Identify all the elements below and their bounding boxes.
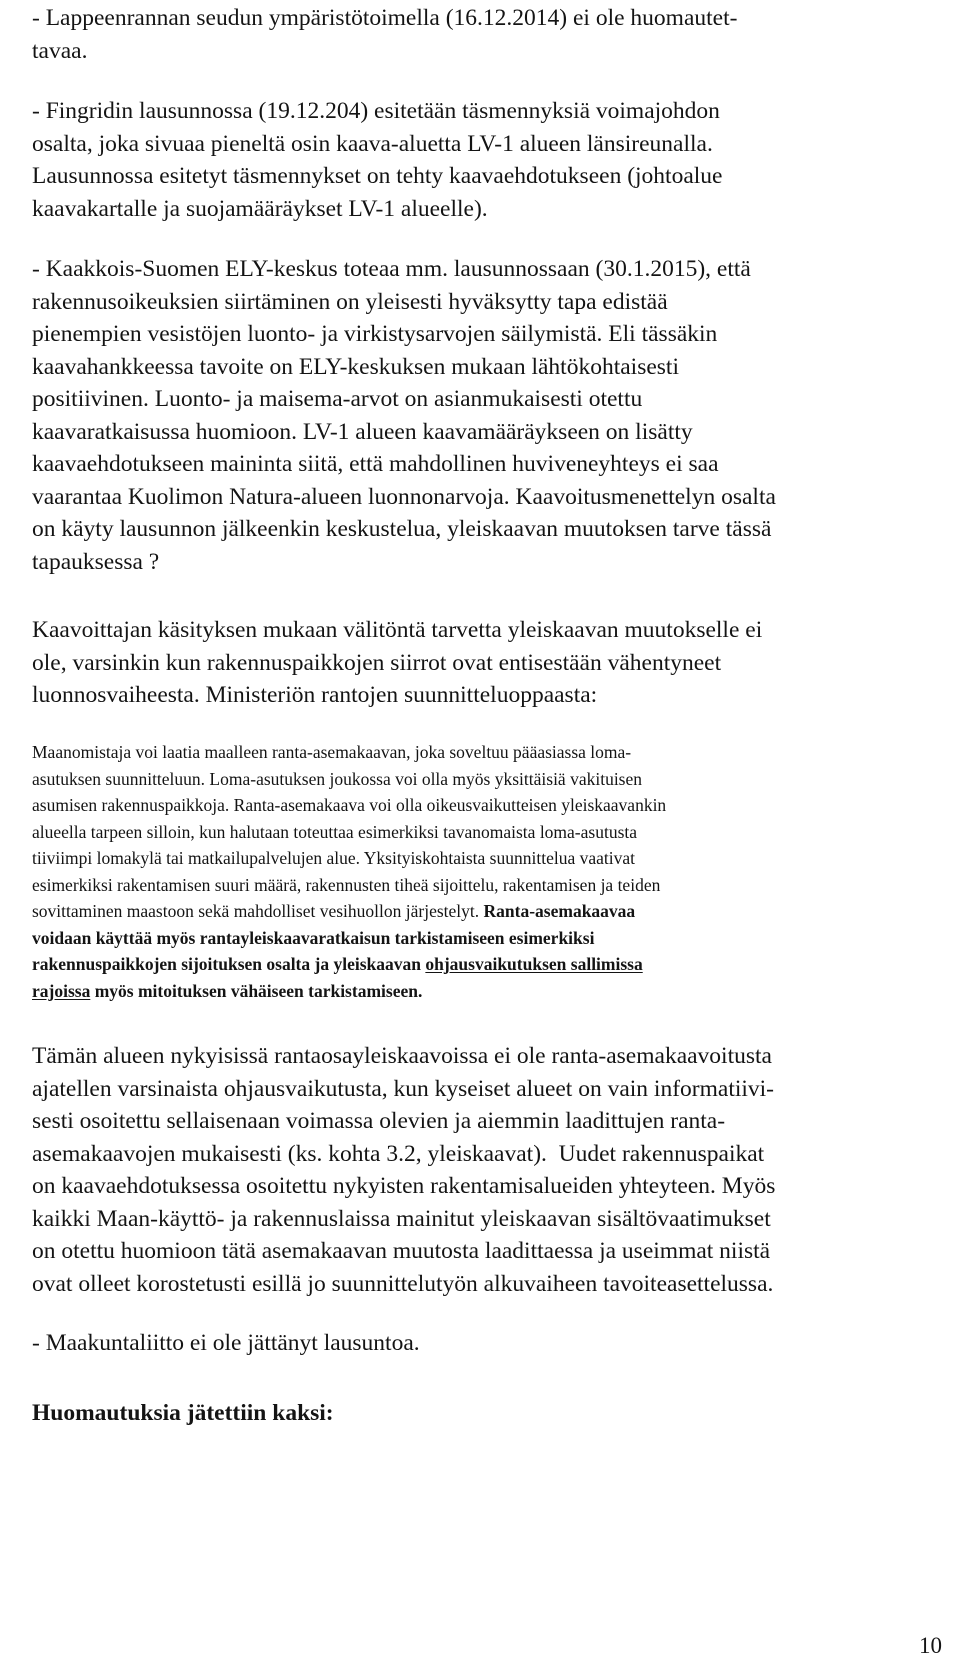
quote-line: asutuksen suunnitteluun. Loma-asutuksen joukossa voi olla myös yksittäisiä vakituisen [32, 768, 643, 789]
text-line: Lausunnossa esitetyt täsmennykset on tehty kaavaehdotukseen (johtoalue [32, 163, 723, 189]
text-line: luonnosvaiheesta. Ministeriön rantojen suunnitteluoppaasta: [32, 682, 598, 708]
quote-line [32, 978, 666, 1005]
text-line: positiivinen. Luonto- ja maisema-arvot on asianmukaisesti otettu [32, 386, 643, 412]
text-line: kaavaehdotukseen maininta siitä, että mahdollinen huviveneyhteys ei saa [32, 451, 719, 477]
text-line: kaavahankkeessa tavoite on ELY-keskuksen mukaan lähtökohtaisesti [32, 353, 679, 380]
quote-bold-text: rakennuspaikkojen sijoituksen osalta ja yleiskaavan [32, 954, 426, 974]
heading-text: Huomautuksia jätettiin kaksi: [32, 1400, 334, 1426]
section-heading [32, 1397, 334, 1430]
text-line: tavaa. [32, 37, 88, 64]
text-line: asemakaavojen mukaisesti (ks. kohta 3.2, yleiskaavat). Uudet rakennuspaikat [32, 1140, 765, 1167]
quote-line: alueella tarpeen silloin, kun halutaan toteuttaa esimerkiksi tavanomaista loma-asutusta [32, 821, 638, 842]
text-line: sesti osoitettu sellaisenaan voimassa olevien ja aiemmin laadittujen ranta- [32, 1108, 726, 1134]
text-line: - Maakuntaliitto ei ole jättänyt lausuntoa. [32, 1330, 420, 1356]
quote-bold-line: voidaan käyttää myös rantayleiskaavaratkaisun tarkistamiseen esimerkiksi [32, 927, 595, 948]
text-line: Tämän alueen nykyisissä rantaosayleiskaavoissa ei ole ranta-asemakaavoitusta [32, 1043, 772, 1069]
text-line: - Lappeenrannan seudun ympäristötoimella (16.12.2014) ei ole huomautet- [32, 5, 738, 31]
paragraph-fingrid [32, 95, 722, 225]
text-line: on kaavaehdotuksessa osoitettu nykyisten rakentamisalueiden yhteyteen. Myös [32, 1173, 776, 1199]
quote-line: Maanomistaja voi laatia maalleen ranta-asemakaavan, joka soveltuu pääasiassa loma- [32, 742, 632, 762]
paragraph-maakuntaliitto [32, 1327, 420, 1360]
paragraph-kaavoittaja [32, 614, 762, 712]
quote-underlined-text: rajoissa [32, 980, 91, 1001]
text-line: on käyty lausunnon jälkeenkin keskustelua, yleiskaavan muutoksen tarve tässä [32, 516, 772, 542]
text-line: pienempien vesistöjen luonto- ja virkistysarvojen säilymistä. Eli tässäkin [32, 321, 718, 347]
text-line: vaarantaa Kuolimon Natura-alueen luonnonarvoja. Kaavoitusmenettelyn osalta [32, 483, 776, 510]
quote-bold-text: myös mitoituksen vähäiseen tarkistamiseen. [90, 980, 423, 1001]
text-line: osalta, joka sivuaa pieneltä osin kaava-aluetta LV-1 alueen länsireunalla. [32, 130, 713, 157]
page-number: 10 [919, 1633, 942, 1658]
paragraph-ely-keskus [32, 253, 776, 578]
text-line: on otettu huomioon tätä asemakaavan muutosta laadittaessa ja useimmat niistä [32, 1238, 771, 1264]
quote-line [32, 898, 666, 925]
quote-text: sovittaminen maastoon sekä mahdolliset vesihuollon järjestelyt. [32, 901, 484, 921]
text-line: ovat olleet korostetusti esillä jo suunnittelutyön alkuvaiheen tavoiteasettelussa. [32, 1270, 774, 1297]
text-line: kaavakartalle ja suojamääräykset LV-1 alueelle). [32, 195, 488, 222]
quote-underlined-text: ohjausvaikutuksen sallimissa [425, 954, 643, 974]
text-line: Kaavoittajan käsityksen mukaan välitöntä tarvetta yleiskaavan muutokselle ei [32, 617, 763, 643]
paragraph-rantaosayleiskaavat [32, 1040, 775, 1300]
quotation-block [32, 739, 666, 1004]
text-line: kaikki Maan-käyttö- ja rakennuslaissa mainitut yleiskaavan sisältövaatimukset [32, 1205, 771, 1232]
paragraph-lappeenranta [32, 2, 737, 67]
text-line: ajatellen varsinaista ohjausvaikutusta, kun kyseiset alueet on vain informatiivi- [32, 1075, 775, 1102]
quote-line [32, 951, 666, 978]
text-line: - Fingridin lausunnossa (19.12.204) esitetään täsmennyksiä voimajohdon [32, 98, 720, 124]
quote-line: asumisen rakennuspaikkoja. Ranta-asemakaava voi olla oikeusvaikutteisen yleiskaavankin [32, 795, 667, 815]
text-line: kaavaratkaisussa huomioon. LV-1 alueen kaavamääräykseen on lisätty [32, 418, 693, 445]
quote-bold-text: Ranta-asemakaavaa [483, 901, 636, 921]
text-line: - Kaakkois-Suomen ELY-keskus toteaa mm. lausunnossaan (30.1.2015), että [32, 256, 751, 282]
quote-line: esimerkiksi rakentamisen suuri määrä, rakennusten tiheä sijoittelu, rakentamisen ja teiden [32, 874, 661, 895]
text-line: tapauksessa ? [32, 548, 160, 575]
text-line: ole, varsinkin kun rakennuspaikkojen siirrot ovat entisestään vähentyneet [32, 649, 722, 676]
quote-line: tiiviimpi lomakylä tai matkailupalvelujen alue. Yksityiskohtaista suunnittelua vaativat [32, 848, 635, 868]
text-line: rakennusoikeuksien siirtäminen on yleisesti hyväksytty tapa edistää [32, 288, 668, 315]
